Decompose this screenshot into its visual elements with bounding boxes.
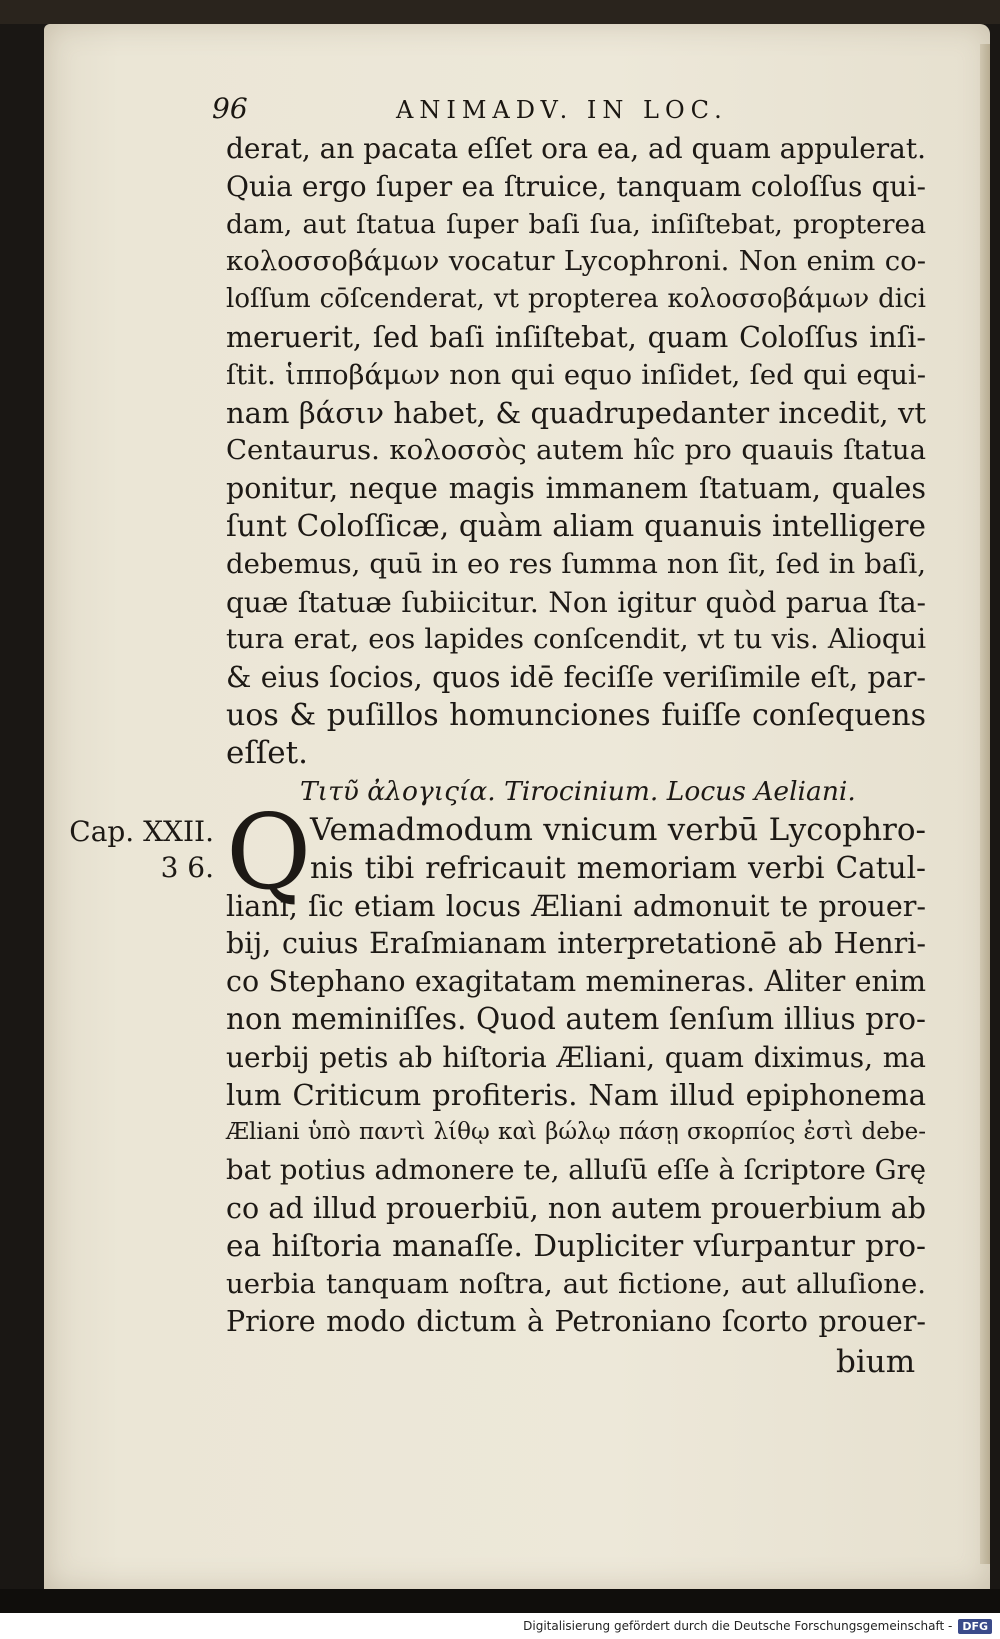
text-line: eſſet. [226,734,308,771]
text-line: uerbij petis ab hiſtoria Æliani, quam diximus, ma [226,1040,926,1074]
paragraph-2 [226,888,926,1342]
section-subheading: Τιτῦ ἀλογιςία. Tirocinium. Locus Aeliani. [300,776,856,807]
text-line: κολοσσοβάμων vocatur Lycophroni. Non enim co- [226,245,926,278]
footer-credit: Digitalisierung gefördert durch die Deutsche Forschungsgemeinschaft - [523,1619,953,1633]
text-line: uos & puſillos homunciones fuiſſe conſequens [226,697,926,733]
drop-cap: Q [226,791,312,913]
scan-top-border [0,0,1000,24]
margin-note [64,814,214,886]
text-line: liani, ſic etiam locus Æliani admonuit te prouer- [226,889,926,923]
dfg-logo: DFG [958,1619,992,1634]
text-line: lum Criticum profiteris. Nam illud epiphonema [226,1077,926,1112]
text-line: ſunt Coloſſicæ, quàm aliam quanuis intelligere [226,508,926,543]
text-line: tura erat, eos lapides conſcendit, vt tu vis. Alioqui [226,623,926,656]
text-line: Æliani ὑπὸ παντὶ λίθῳ καὶ βώλῳ πάσῃ σκορπίος ἐστὶ debe- [226,1119,926,1146]
margin-note-number: 3 6. [160,851,214,884]
margin-note-chapter: Cap. XXII. [69,815,214,848]
text-line: ea hiſtoria manaſſe. Dupliciter vſurpantur pro- [226,1228,926,1263]
text-line: meruerit, ſed baſi inſiſtebat, quam Coloſſus inſi- [226,320,926,354]
page-header [212,92,952,132]
text-line: derat, an pacata eſſet ora ea, ad quam appulerat. [226,132,926,165]
text-line: Vemadmodum vnicum verbū Lycophro- [310,812,926,848]
text-line: quæ ſtatuæ ſubiicitur. Non igitur quòd parua ſta- [226,585,926,619]
drop-cap-lines [310,812,926,888]
text-line: Quia ergo ſuper ea ſtruice, tanquam coloſſus qui- [226,169,926,203]
running-head: ANIMADV. IN LOC. [396,96,728,124]
text-line: co Stephano exagitatam memineras. Aliter enim [226,965,926,999]
text-line: dam, aut ſtatua ſuper baſi ſua, inſiſtebat, propterea [226,208,926,240]
text-line: co ad illud prouerbiū, non autem prouerbium ab [226,1191,926,1225]
text-line: non meminiſſes. Quod autem ſenſum illius pro- [226,1001,926,1036]
text-line: ponitur, neque magis immanem ſtatuam, quales [226,472,926,506]
text-line: bat potius admonere te, alluſū eſſe à ſcriptore Grę [226,1154,926,1187]
text-line: bij, cuius Eraſmianam interpretationē ab Henri- [226,927,926,961]
catchword: bium [836,1344,916,1380]
text-line: nam βάσιν habet, & quadrupedanter incedit, vt [226,395,926,430]
text-line: uerbia tanquam noſtra, aut fictione, aut alluſione. [226,1267,926,1300]
text-line: debemus, quū in eo res ſumma non ſit, ſed in baſi, [226,547,926,580]
text-line: loſſum cōſcenderat, vt propterea κολοσσοβάμων dici [226,284,926,315]
text-line: nis tibi refricauit memoriam verbi Catul- [310,850,926,885]
text-line: & eius ſocios, quos idē feciſſe veriſimile eſt, par- [226,661,926,695]
page-number: 96 [212,92,248,125]
footer-bar [0,1613,1000,1639]
text-line: ſtit. ἱπποβάμων non qui equo inſidet, ſed qui equi- [226,358,926,391]
paragraph-1 [226,130,926,773]
text-line: Priore modo dictum à Petroniano ſcorto prouer- [226,1305,926,1339]
page-edge-shadow [980,44,990,1564]
text-line: Centaurus. κολοσσὸς autem hîc pro quauis ſtatua [226,434,926,467]
scan-bottom-border [0,1589,1000,1639]
